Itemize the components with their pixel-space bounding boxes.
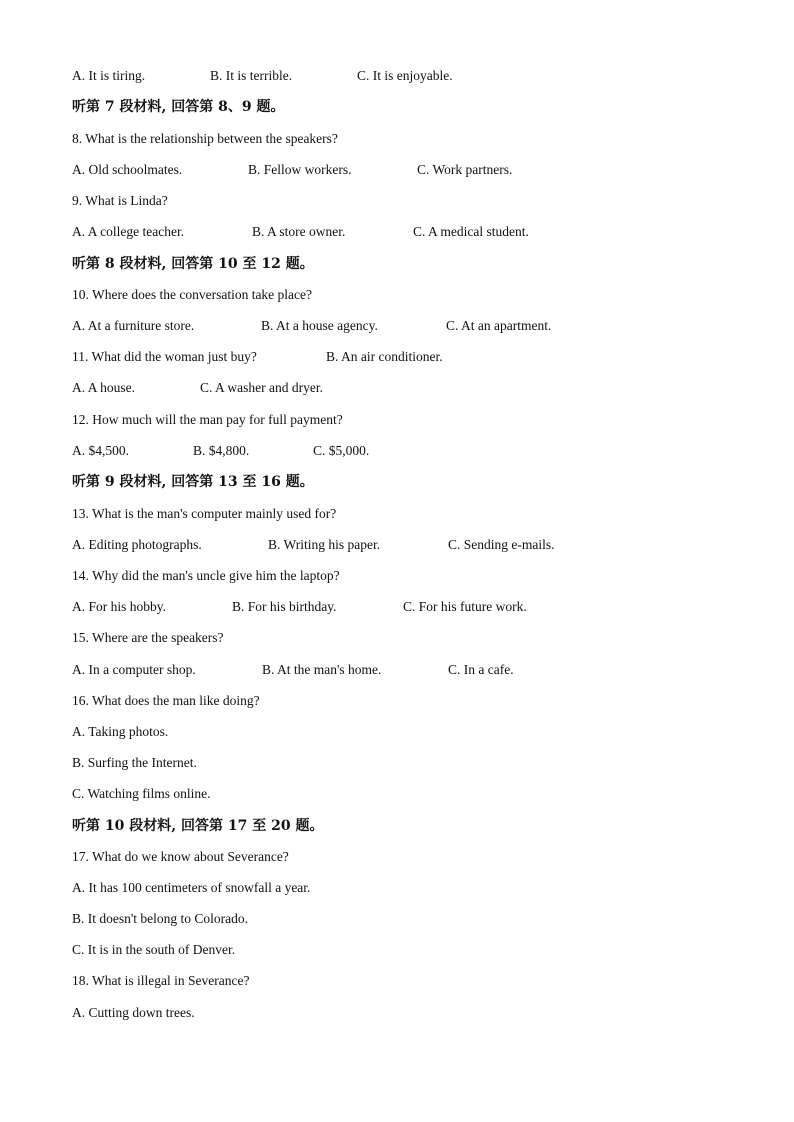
- q17-option-c: C. It is in the south of Denver.: [72, 942, 236, 957]
- q12-option-a: A. $4,500.: [72, 443, 129, 458]
- q12-option-c: C. $5,000.: [313, 443, 370, 458]
- q17-option-b: B. It doesn't belong to Colorado.: [72, 911, 249, 926]
- q11-option-a: A. A house.: [72, 380, 136, 395]
- q10-option-b: B. At a house agency.: [261, 318, 378, 333]
- q7-option-b: B. It is terrible.: [210, 68, 293, 83]
- q10-option-c: C. At an apartment.: [446, 318, 552, 333]
- q11-option-b: B. An air conditioner.: [326, 349, 443, 364]
- q16-option-c: C. Watching films online.: [72, 786, 211, 801]
- q14-option-c: C. For his future work.: [403, 599, 527, 614]
- q18-option-a: A. Cutting down trees.: [72, 1005, 195, 1020]
- q17-option-a: A. It has 100 centimeters of snowfall a year.: [72, 880, 311, 895]
- section-8-heading: 听第 8 段材料, 回答第 10 至 12 题。: [72, 256, 314, 272]
- q14-option-b: B. For his birthday.: [232, 599, 337, 614]
- q10-option-a: A. At a furniture store.: [72, 318, 195, 333]
- q9-option-c: C. A medical student.: [413, 224, 529, 239]
- q16-option-a: A. Taking photos.: [72, 724, 169, 739]
- section-10-heading: 听第 10 段材料, 回答第 17 至 20 题。: [72, 818, 324, 834]
- q9-question: 9. What is Linda?: [72, 193, 168, 208]
- q18-question: 18. What is illegal in Severance?: [72, 973, 250, 988]
- q17-question: 17. What do we know about Severance?: [72, 849, 289, 864]
- q8-option-a: A. Old schoolmates.: [72, 162, 183, 177]
- q13-question: 13. What is the man's computer mainly used for?: [72, 506, 337, 521]
- q8-option-b: B. Fellow workers.: [248, 162, 352, 177]
- q14-option-a: A. For his hobby.: [72, 599, 167, 614]
- q10-question: 10. Where does the conversation take place?: [72, 287, 313, 302]
- section-7-heading: 听第 7 段材料, 回答第 8、9 题。: [72, 99, 285, 115]
- q8-question: 8. What is the relationship between the speakers?: [72, 131, 338, 146]
- q12-question: 12. How much will the man pay for full payment?: [72, 412, 343, 427]
- q11-question: 11. What did the woman just buy?: [72, 349, 257, 364]
- q9-option-a: A. A college teacher.: [72, 224, 185, 239]
- q15-question: 15. Where are the speakers?: [72, 630, 224, 645]
- q15-option-a: A. In a computer shop.: [72, 662, 196, 677]
- q9-option-b: B. A store owner.: [252, 224, 346, 239]
- q15-option-c: C. In a cafe.: [448, 662, 514, 677]
- q7-option-a: A. It is tiring.: [72, 68, 146, 83]
- q13-option-c: C. Sending e-mails.: [448, 537, 555, 552]
- q16-question: 16. What does the man like doing?: [72, 693, 260, 708]
- q8-option-c: C. Work partners.: [417, 162, 513, 177]
- q11-option-c: C. A washer and dryer.: [200, 380, 323, 395]
- q14-question: 14. Why did the man's uncle give him the laptop?: [72, 568, 340, 583]
- q16-option-b: B. Surfing the Internet.: [72, 755, 197, 770]
- q12-option-b: B. $4,800.: [193, 443, 250, 458]
- section-9-heading: 听第 9 段材料, 回答第 13 至 16 题。: [72, 474, 314, 490]
- q7-option-c: C. It is enjoyable.: [357, 68, 453, 83]
- q15-option-b: B. At the man's home.: [262, 662, 382, 677]
- q13-option-a: A. Editing photographs.: [72, 537, 202, 552]
- q13-option-b: B. Writing his paper.: [268, 537, 381, 552]
